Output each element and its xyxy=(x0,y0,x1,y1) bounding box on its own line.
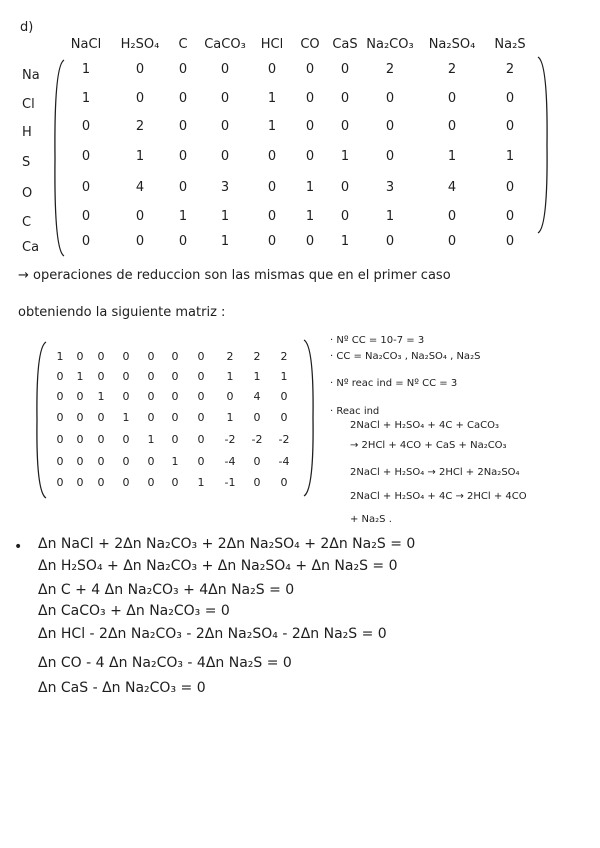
matrix2-cell: 0 xyxy=(56,455,64,468)
matrix2-cell: 1 xyxy=(226,370,234,383)
text-line-matrix-intro: obteniendo la siguiente matriz : xyxy=(18,305,226,320)
matrix2-cell: 0 xyxy=(197,350,205,363)
matrix2-cell: 0 xyxy=(147,476,155,489)
matrix2-cell: 0 xyxy=(122,390,130,403)
matrix1-cell: 0 xyxy=(267,62,277,77)
matrix1-cell: 0 xyxy=(267,180,277,195)
matrix1-cell: 2 xyxy=(505,62,515,77)
matrix1-cell: 0 xyxy=(178,149,188,164)
matrix1-column-header: CO xyxy=(300,37,320,52)
matrix1-column-header: CaCO₃ xyxy=(204,37,246,52)
matrix2-cell: 4 xyxy=(253,390,261,403)
matrix1-cell: 1 xyxy=(135,149,145,164)
matrix1-cell: 0 xyxy=(385,234,395,249)
matrix2-cell: 0 xyxy=(56,411,64,424)
matrix2-cell: 0 xyxy=(76,455,84,468)
matrix2-right-bracket xyxy=(302,338,316,498)
note-line: · CC = Na₂CO₃ , Na₂SO₄ , Na₂S xyxy=(330,351,481,362)
matrix2-cell: 0 xyxy=(97,455,105,468)
matrix2-left-bracket xyxy=(34,340,48,500)
matrix2-cell: 0 xyxy=(171,476,179,489)
equation-line: Δn HCl - 2Δn Na₂CO₃ - 2Δn Na₂SO₄ - 2Δn Na₂S = 0 xyxy=(38,626,387,642)
matrix1-cell: 0 xyxy=(267,234,277,249)
matrix1-cell: 0 xyxy=(385,119,395,134)
matrix1-cell: 0 xyxy=(178,91,188,106)
matrix2-cell: 0 xyxy=(97,433,105,446)
matrix1-cell: 0 xyxy=(81,119,91,134)
matrix2-cell: 0 xyxy=(171,433,179,446)
matrix2-cell: 0 xyxy=(122,433,130,446)
matrix1-cell: 1 xyxy=(220,234,230,249)
matrix1-cell: 0 xyxy=(385,91,395,106)
matrix2-cell: 1 xyxy=(97,390,105,403)
matrix1-column-header: HCl xyxy=(260,37,284,52)
matrix1-cell: 1 xyxy=(340,149,350,164)
matrix2-cell: 0 xyxy=(253,476,261,489)
matrix2-cell: -2 xyxy=(251,433,263,446)
matrix1-cell: 0 xyxy=(385,149,395,164)
matrix1-cell: 1 xyxy=(385,209,395,224)
matrix2-cell: 0 xyxy=(171,411,179,424)
matrix1-row-label: C xyxy=(22,215,32,230)
matrix1-column-header: Na₂S xyxy=(494,37,526,52)
matrix1-cell: 0 xyxy=(135,234,145,249)
matrix1-cell: 0 xyxy=(340,91,350,106)
matrix2-cell: 0 xyxy=(171,390,179,403)
matrix1-cell: 0 xyxy=(267,149,277,164)
matrix1-cell: 0 xyxy=(220,91,230,106)
matrix1-cell: 0 xyxy=(447,234,457,249)
matrix2-cell: 0 xyxy=(197,411,205,424)
matrix1-cell: 1 xyxy=(81,62,91,77)
matrix1-cell: 0 xyxy=(340,209,350,224)
matrix2-cell: 1 xyxy=(197,476,205,489)
matrix2-cell: 0 xyxy=(197,455,205,468)
matrix2-cell: 0 xyxy=(197,433,205,446)
matrix1-right-bracket xyxy=(536,55,550,235)
matrix1-cell: 0 xyxy=(81,149,91,164)
matrix1-cell: 0 xyxy=(447,209,457,224)
section-label: d) xyxy=(20,20,34,35)
matrix2-cell: 1 xyxy=(147,433,155,446)
matrix1-cell: 0 xyxy=(505,234,515,249)
matrix1-cell: 0 xyxy=(220,119,230,134)
matrix2-cell: 0 xyxy=(122,350,130,363)
matrix1-column-header: Na₂CO₃ xyxy=(366,37,414,52)
matrix2-cell: 0 xyxy=(147,390,155,403)
matrix1-cell: 1 xyxy=(305,180,315,195)
matrix2-cell: 0 xyxy=(56,476,64,489)
matrix1-cell: 0 xyxy=(178,62,188,77)
matrix1-cell: 4 xyxy=(135,180,145,195)
matrix2-cell: 1 xyxy=(253,370,261,383)
matrix2-cell: 0 xyxy=(97,411,105,424)
matrix2-cell: 1 xyxy=(226,411,234,424)
matrix2-cell: -2 xyxy=(224,433,236,446)
matrix2-cell: 0 xyxy=(226,390,234,403)
matrix1-cell: 0 xyxy=(305,149,315,164)
matrix2-cell: 0 xyxy=(97,370,105,383)
matrix2-cell: 0 xyxy=(280,411,288,424)
matrix2-cell: 0 xyxy=(171,350,179,363)
matrix1-cell: 0 xyxy=(340,180,350,195)
matrix1-cell: 0 xyxy=(447,91,457,106)
reaction-line: 2NaCl + H₂SO₄ → 2HCl + 2Na₂SO₄ xyxy=(350,467,520,478)
matrix1-cell: 0 xyxy=(178,234,188,249)
matrix2-cell: 0 xyxy=(97,476,105,489)
matrix1-cell: 1 xyxy=(178,209,188,224)
matrix2-cell: 0 xyxy=(171,370,179,383)
matrix1-cell: 1 xyxy=(305,209,315,224)
matrix2-cell: 0 xyxy=(253,411,261,424)
reaction-line: 2NaCl + H₂SO₄ + 4C → 2HCl + 4CO xyxy=(350,491,527,502)
matrix1-cell: 0 xyxy=(178,180,188,195)
matrix1-row-label: Ca xyxy=(22,240,40,255)
matrix1-cell: 0 xyxy=(340,62,350,77)
matrix1-cell: 1 xyxy=(81,91,91,106)
matrix1-column-header: H₂SO₄ xyxy=(120,37,160,52)
matrix2-cell: 2 xyxy=(253,350,261,363)
matrix2-cell: 2 xyxy=(226,350,234,363)
matrix1-column-header: CaS xyxy=(332,37,358,52)
matrix1-row-label: Cl xyxy=(22,97,35,112)
reaction-line: + Na₂S . xyxy=(350,514,392,525)
matrix1-cell: 0 xyxy=(505,180,515,195)
matrix1-cell: 0 xyxy=(447,119,457,134)
matrix1-cell: 0 xyxy=(340,119,350,134)
matrix2-cell: 0 xyxy=(56,433,64,446)
matrix1-cell: 0 xyxy=(81,180,91,195)
matrix1-cell: 1 xyxy=(267,91,277,106)
matrix1-column-header: C xyxy=(178,37,188,52)
matrix1-cell: 0 xyxy=(305,119,315,134)
matrix2-cell: 0 xyxy=(280,476,288,489)
equation-line: Δn NaCl + 2Δn Na₂CO₃ + 2Δn Na₂SO₄ + 2Δn Na₂S = 0 xyxy=(38,536,416,552)
matrix2-cell: 0 xyxy=(197,390,205,403)
matrix1-column-header: Na₂SO₄ xyxy=(428,37,476,52)
equation-line: Δn CO - 4 Δn Na₂CO₃ - 4Δn Na₂S = 0 xyxy=(38,655,292,671)
matrix1-cell: 0 xyxy=(305,62,315,77)
matrix1-cell: 3 xyxy=(385,180,395,195)
matrix1-cell: 4 xyxy=(447,180,457,195)
equation-line: Δn C + 4 Δn Na₂CO₃ + 4Δn Na₂S = 0 xyxy=(38,582,295,598)
note-line: · Nº reac ind = Nº CC = 3 xyxy=(330,378,458,389)
matrix2-cell: 1 xyxy=(76,370,84,383)
matrix2-cell: 2 xyxy=(280,350,288,363)
matrix1-cell: 2 xyxy=(135,119,145,134)
equation-line: Δn CaS - Δn Na₂CO₃ = 0 xyxy=(38,680,206,696)
equations-bullet: • xyxy=(14,539,23,555)
reaction-line: → 2HCl + 4CO + CaS + Na₂CO₃ xyxy=(350,440,507,451)
matrix1-cell: 0 xyxy=(505,91,515,106)
matrix2-cell: 0 xyxy=(122,455,130,468)
matrix2-cell: 1 xyxy=(122,411,130,424)
matrix2-cell: 0 xyxy=(197,370,205,383)
matrix1-column-header: NaCl xyxy=(70,37,102,52)
matrix2-cell: 0 xyxy=(56,370,64,383)
matrix1-cell: 2 xyxy=(385,62,395,77)
matrix1-cell: 1 xyxy=(267,119,277,134)
matrix1-cell: 0 xyxy=(220,62,230,77)
matrix1-row-label: O xyxy=(22,186,33,201)
note-line: · Nº CC = 10-7 = 3 xyxy=(330,335,425,346)
matrix2-cell: 0 xyxy=(76,350,84,363)
matrix1-cell: 1 xyxy=(505,149,515,164)
matrix2-cell: 0 xyxy=(76,433,84,446)
matrix2-cell: 0 xyxy=(122,476,130,489)
matrix2-cell: 0 xyxy=(253,455,261,468)
matrix2-cell: -1 xyxy=(224,476,236,489)
matrix2-cell: 0 xyxy=(147,411,155,424)
note-line: · Reac ind xyxy=(330,406,380,417)
matrix1-cell: 1 xyxy=(340,234,350,249)
matrix1-left-bracket xyxy=(52,58,66,258)
matrix2-cell: 1 xyxy=(171,455,179,468)
text-line-operations: → operaciones de reduccion son las mismas que en el primer caso xyxy=(18,268,451,283)
matrix2-cell: 0 xyxy=(147,350,155,363)
matrix2-cell: 0 xyxy=(122,370,130,383)
matrix1-cell: 0 xyxy=(81,209,91,224)
reaction-line: 2NaCl + H₂SO₄ + 4C + CaCO₃ xyxy=(350,420,500,431)
equation-line: Δn CaCO₃ + Δn Na₂CO₃ = 0 xyxy=(38,603,230,619)
matrix1-cell: 0 xyxy=(135,62,145,77)
matrix2-cell: 0 xyxy=(56,390,64,403)
matrix2-cell: -2 xyxy=(278,433,290,446)
matrix1-row-label: Na xyxy=(22,68,40,83)
matrix2-cell: 0 xyxy=(147,370,155,383)
matrix1-cell: 2 xyxy=(447,62,457,77)
equation-line: Δn H₂SO₄ + Δn Na₂CO₃ + Δn Na₂SO₄ + Δn Na₂S = 0 xyxy=(38,558,398,574)
matrix2-cell: 1 xyxy=(56,350,64,363)
matrix1-cell: 3 xyxy=(220,180,230,195)
matrix1-cell: 0 xyxy=(505,119,515,134)
matrix2-cell: 0 xyxy=(76,476,84,489)
matrix2-cell: 0 xyxy=(147,455,155,468)
matrix2-cell: 0 xyxy=(76,390,84,403)
matrix2-cell: -4 xyxy=(224,455,236,468)
matrix2-cell: -4 xyxy=(278,455,290,468)
matrix1-cell: 0 xyxy=(305,91,315,106)
matrix2-cell: 0 xyxy=(97,350,105,363)
matrix1-row-label: S xyxy=(22,155,31,170)
matrix1-cell: 0 xyxy=(178,119,188,134)
matrix1-cell: 1 xyxy=(447,149,457,164)
matrix1-cell: 0 xyxy=(81,234,91,249)
matrix1-cell: 0 xyxy=(305,234,315,249)
matrix1-cell: 0 xyxy=(135,209,145,224)
matrix1-cell: 0 xyxy=(135,91,145,106)
matrix2-cell: 0 xyxy=(76,411,84,424)
matrix1-cell: 0 xyxy=(267,209,277,224)
matrix1-cell: 1 xyxy=(220,209,230,224)
matrix1-row-label: H xyxy=(22,125,32,140)
matrix2-cell: 1 xyxy=(280,370,288,383)
matrix2-cell: 0 xyxy=(280,390,288,403)
matrix1-cell: 0 xyxy=(505,209,515,224)
matrix1-cell: 0 xyxy=(220,149,230,164)
